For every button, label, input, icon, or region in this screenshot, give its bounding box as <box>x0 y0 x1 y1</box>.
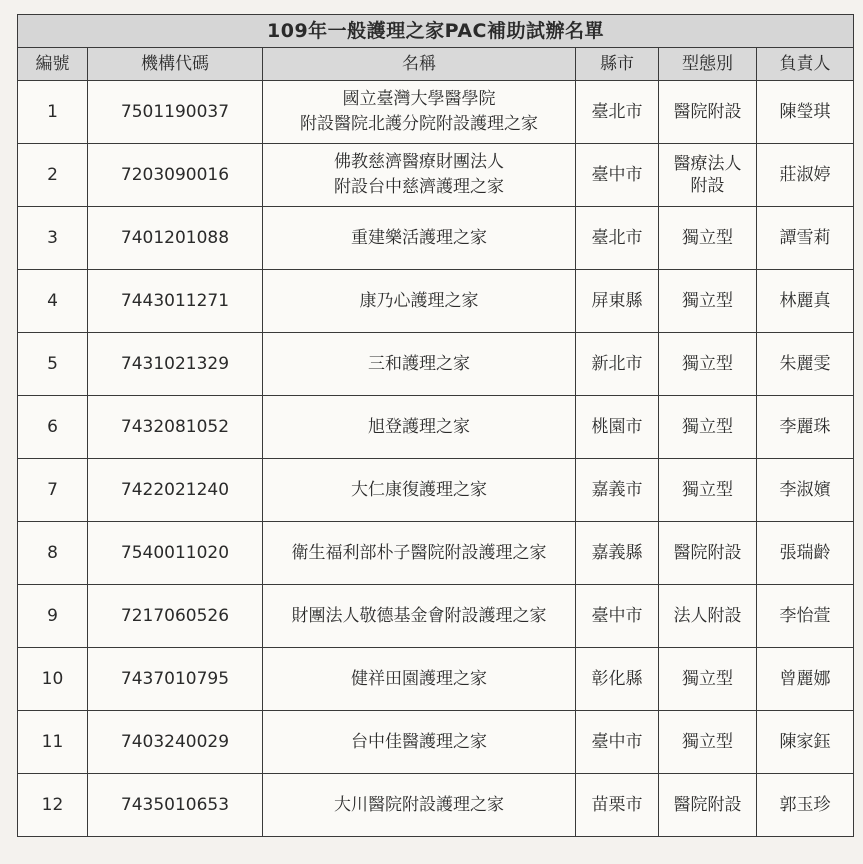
institution-name-line: 大仁康復護理之家 <box>351 479 487 500</box>
header-owner: 負責人 <box>757 48 854 81</box>
institution-name <box>263 648 576 711</box>
row-number: 6 <box>18 396 88 459</box>
institution-name <box>263 81 576 144</box>
institution-name-line: 大川醫院附設護理之家 <box>334 794 504 815</box>
facility-type-line: 獨立型 <box>682 669 733 689</box>
table-row <box>18 207 854 270</box>
institution-name <box>263 270 576 333</box>
header-no: 編號 <box>18 48 88 81</box>
row-number: 5 <box>18 333 88 396</box>
table-row <box>18 333 854 396</box>
institution-code: 7401201088 <box>88 207 263 270</box>
institution-name <box>263 522 576 585</box>
institution-name <box>263 459 576 522</box>
facility-type <box>659 270 757 333</box>
city: 臺中市 <box>576 585 659 648</box>
institution-name-line: 康乃心護理之家 <box>359 290 479 311</box>
city: 嘉義市 <box>576 459 659 522</box>
pac-list-table <box>17 14 854 837</box>
facility-type-line: 獨立型 <box>682 480 733 500</box>
institution-code: 7403240029 <box>88 711 263 774</box>
facility-type <box>659 522 757 585</box>
institution-name-line: 財團法人敬德基金會附設護理之家 <box>291 605 547 626</box>
institution-name-line: 附設醫院北護分院附設護理之家 <box>300 114 538 134</box>
institution-code: 7203090016 <box>88 144 263 207</box>
institution-name-line: 國立臺灣大學醫學院 <box>342 89 496 109</box>
table-row <box>18 81 854 144</box>
institution-code: 7501190037 <box>88 81 263 144</box>
facility-type-line: 法人附設 <box>673 606 742 626</box>
city: 臺北市 <box>576 81 659 144</box>
document-sheet <box>17 14 853 840</box>
person-in-charge: 朱麗雯 <box>757 333 854 396</box>
header-name: 名稱 <box>263 48 576 81</box>
facility-type-line: 醫院附設 <box>673 795 742 815</box>
table-row <box>18 648 854 711</box>
facility-type-line: 獨立型 <box>682 354 733 374</box>
city: 嘉義縣 <box>576 522 659 585</box>
facility-type <box>659 333 757 396</box>
facility-type-line: 附設 <box>690 176 725 196</box>
person-in-charge: 莊淑婷 <box>757 144 854 207</box>
row-number: 1 <box>18 81 88 144</box>
person-in-charge: 陳瑩琪 <box>757 81 854 144</box>
table-row <box>18 396 854 459</box>
institution-name <box>263 711 576 774</box>
person-in-charge: 張瑞齡 <box>757 522 854 585</box>
person-in-charge: 林麗真 <box>757 270 854 333</box>
facility-type <box>659 396 757 459</box>
facility-type-line: 醫療法人 <box>673 154 742 174</box>
row-number: 3 <box>18 207 88 270</box>
person-in-charge: 曾麗娜 <box>757 648 854 711</box>
table-row <box>18 270 854 333</box>
facility-type <box>659 648 757 711</box>
row-number: 9 <box>18 585 88 648</box>
city: 臺中市 <box>576 711 659 774</box>
table-row <box>18 522 854 585</box>
facility-type-line: 獨立型 <box>682 417 733 437</box>
institution-name-line: 附設台中慈濟護理之家 <box>334 177 504 197</box>
institution-name-line: 旭登護理之家 <box>368 416 470 437</box>
facility-type <box>659 207 757 270</box>
institution-code: 7437010795 <box>88 648 263 711</box>
city: 桃園市 <box>576 396 659 459</box>
row-number: 4 <box>18 270 88 333</box>
person-in-charge: 譚雪莉 <box>757 207 854 270</box>
institution-code: 7435010653 <box>88 774 263 837</box>
city: 彰化縣 <box>576 648 659 711</box>
city: 屏東縣 <box>576 270 659 333</box>
facility-type <box>659 711 757 774</box>
row-number: 12 <box>18 774 88 837</box>
institution-code: 7443011271 <box>88 270 263 333</box>
header-city: 縣市 <box>576 48 659 81</box>
institution-name-line: 重建樂活護理之家 <box>351 227 487 248</box>
institution-name <box>263 585 576 648</box>
institution-name-line: 佛教慈濟醫療財團法人 <box>334 152 504 172</box>
table-row <box>18 144 854 207</box>
person-in-charge: 李麗珠 <box>757 396 854 459</box>
header-code: 機構代碼 <box>88 48 263 81</box>
institution-code: 7217060526 <box>88 585 263 648</box>
facility-type <box>659 144 757 207</box>
facility-type-line: 獨立型 <box>682 228 733 248</box>
institution-name <box>263 774 576 837</box>
institution-name-line: 衛生福利部朴子醫院附設護理之家 <box>291 542 547 563</box>
table-row <box>18 774 854 837</box>
facility-type-line: 醫院附設 <box>673 102 742 122</box>
table-row <box>18 459 854 522</box>
city: 苗栗市 <box>576 774 659 837</box>
table-title: 109年一般護理之家PAC補助試辦名單 <box>18 15 854 48</box>
institution-name-line: 三和護理之家 <box>368 353 470 374</box>
facility-type <box>659 585 757 648</box>
header-type: 型態別 <box>659 48 757 81</box>
institution-code: 7432081052 <box>88 396 263 459</box>
facility-type-line: 獨立型 <box>682 291 733 311</box>
table-row <box>18 711 854 774</box>
institution-code: 7540011020 <box>88 522 263 585</box>
facility-type <box>659 81 757 144</box>
person-in-charge: 郭玉珍 <box>757 774 854 837</box>
row-number: 8 <box>18 522 88 585</box>
institution-name <box>263 396 576 459</box>
row-number: 2 <box>18 144 88 207</box>
row-number: 7 <box>18 459 88 522</box>
city: 臺北市 <box>576 207 659 270</box>
person-in-charge: 李怡萱 <box>757 585 854 648</box>
person-in-charge: 李淑嬪 <box>757 459 854 522</box>
person-in-charge: 陳家鈺 <box>757 711 854 774</box>
institution-name <box>263 144 576 207</box>
city: 新北市 <box>576 333 659 396</box>
institution-name-line: 台中佳醫護理之家 <box>351 731 487 752</box>
row-number: 11 <box>18 711 88 774</box>
city: 臺中市 <box>576 144 659 207</box>
facility-type <box>659 459 757 522</box>
institution-name <box>263 333 576 396</box>
table-row <box>18 585 854 648</box>
header-row <box>18 48 854 81</box>
facility-type-line: 獨立型 <box>682 732 733 752</box>
institution-code: 7422021240 <box>88 459 263 522</box>
facility-type-line: 醫院附設 <box>673 543 742 563</box>
facility-type <box>659 774 757 837</box>
institution-name <box>263 207 576 270</box>
institution-name-line: 健祥田園護理之家 <box>351 668 487 689</box>
row-number: 10 <box>18 648 88 711</box>
institution-code: 7431021329 <box>88 333 263 396</box>
